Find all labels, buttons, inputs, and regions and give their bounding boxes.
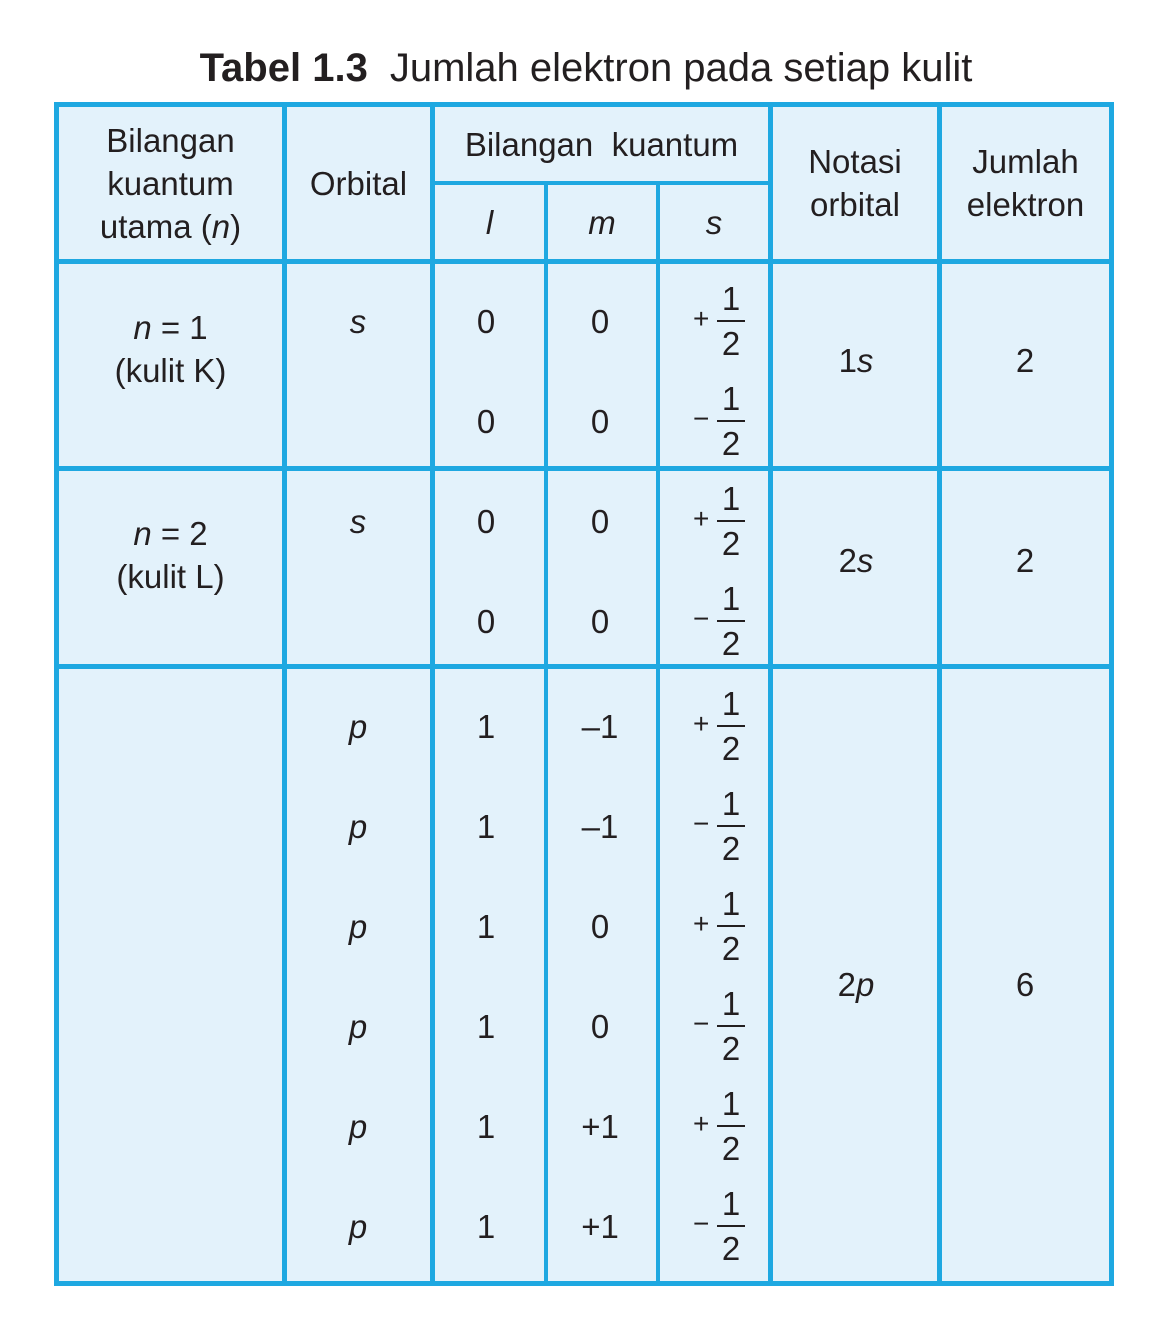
row-1-m: 0 <box>590 403 610 440</box>
spin-numerator: 1 <box>721 785 741 822</box>
shell-1-notation: 1s <box>838 342 874 379</box>
row-7-orbital: p <box>348 1008 368 1045</box>
row-7-spin <box>685 984 755 1070</box>
table-title: Jumlah elektron pada setiap kulit <box>389 46 973 90</box>
row-7-l: 1 <box>476 1008 496 1045</box>
divider-v6 <box>937 102 942 1286</box>
quantum-number-table <box>54 102 1114 1286</box>
row-7-m: 0 <box>590 1008 610 1045</box>
spin-denominator: 2 <box>721 325 741 362</box>
row-0-orbital: s <box>349 303 367 340</box>
shell-2-label: n = 2 (kulit L) <box>116 514 225 595</box>
shell-2-total: 2 <box>1015 542 1035 579</box>
header-m: m <box>588 203 616 241</box>
spin-sign: − <box>693 1208 710 1239</box>
row-3-l: 0 <box>476 603 496 640</box>
spin-numerator: 1 <box>721 1085 741 1122</box>
row-8-m: +1 <box>581 1108 619 1145</box>
border-bottom <box>54 1281 1114 1286</box>
fraction-bar <box>717 1025 745 1027</box>
divider-h-subheader <box>430 181 773 185</box>
row-3-m: 0 <box>590 603 610 640</box>
spin-numerator: 1 <box>721 885 741 922</box>
divider-h-shell1 <box>54 466 1114 471</box>
shell-2p-notation: 2p <box>837 966 875 1003</box>
row-6-l: 1 <box>476 908 496 945</box>
shell-2p-total: 6 <box>1015 966 1035 1003</box>
row-8-orbital: p <box>348 1108 368 1145</box>
spin-denominator: 2 <box>721 1230 741 1267</box>
header-orbital-notation: Notasi orbital <box>808 143 902 223</box>
row-6-orbital: p <box>348 908 368 945</box>
header-col1-line2: kuantum <box>107 164 234 202</box>
spin-sign: + <box>693 908 710 939</box>
divider-v1 <box>282 102 287 1286</box>
border-right <box>1109 102 1114 1286</box>
spin-denominator: 2 <box>721 730 741 767</box>
fraction-bar <box>717 925 745 927</box>
row-8-l: 1 <box>476 1108 496 1145</box>
row-2-orbital: s <box>349 503 367 540</box>
spin-sign: − <box>693 403 710 434</box>
row-5-orbital: p <box>348 808 368 845</box>
shell-1-total: 2 <box>1015 342 1035 379</box>
row-4-spin <box>685 684 755 770</box>
spin-numerator: 1 <box>721 685 741 722</box>
header-col1-line1: Bilangan <box>106 121 235 159</box>
header-col1-line3: utama (n) <box>99 207 242 245</box>
fraction-bar <box>717 725 745 727</box>
row-0-m: 0 <box>590 303 610 340</box>
spin-sign: + <box>693 1108 710 1139</box>
shell-2-notation: 2s <box>838 542 874 579</box>
header-quantum-numbers-group: Bilangan kuantum <box>464 125 739 163</box>
spin-numerator: 1 <box>721 985 741 1022</box>
header-s: s <box>705 203 723 241</box>
row-9-l: 1 <box>476 1208 496 1245</box>
row-0-spin <box>685 279 755 365</box>
row-9-spin <box>685 1184 755 1270</box>
border-top <box>54 102 1114 107</box>
table-caption <box>0 44 1172 92</box>
spin-denominator: 2 <box>721 425 741 462</box>
row-2-m: 0 <box>590 503 610 540</box>
spin-numerator: 1 <box>721 580 741 617</box>
row-1-l: 0 <box>476 403 496 440</box>
row-8-spin <box>685 1084 755 1170</box>
row-5-l: 1 <box>476 808 496 845</box>
fraction-bar <box>717 620 745 622</box>
fraction-bar <box>717 320 745 322</box>
fraction-bar <box>717 825 745 827</box>
spin-denominator: 2 <box>721 1030 741 1067</box>
spin-sign: + <box>693 503 710 534</box>
spin-denominator: 2 <box>721 930 741 967</box>
header-orbital: Orbital <box>309 164 408 202</box>
row-9-m: +1 <box>581 1208 619 1245</box>
spin-sign: − <box>693 808 710 839</box>
spin-sign: − <box>693 1008 710 1039</box>
row-6-spin <box>685 884 755 970</box>
spin-denominator: 2 <box>721 830 741 867</box>
row-5-m: –1 <box>581 808 619 845</box>
row-3-spin <box>685 579 755 665</box>
spin-denominator: 2 <box>721 525 741 562</box>
fraction-bar <box>717 1125 745 1127</box>
spin-denominator: 2 <box>721 1130 741 1167</box>
spin-sign: + <box>693 303 710 334</box>
divider-v2 <box>430 102 435 1286</box>
table-number: Tabel 1.3 <box>199 46 368 90</box>
row-9-orbital: p <box>348 1208 368 1245</box>
header-principal-quantum-number <box>59 107 282 259</box>
spin-sign: − <box>693 603 710 634</box>
row-2-l: 0 <box>476 503 496 540</box>
border-left <box>54 102 59 1286</box>
divider-h-shell2 <box>54 664 1114 669</box>
row-4-orbital: p <box>348 708 368 745</box>
shell-1-label: n = 1 (kulit K) <box>114 309 227 389</box>
row-5-spin <box>685 784 755 870</box>
fraction-bar <box>717 1225 745 1227</box>
spin-sign: + <box>693 708 710 739</box>
divider-v4 <box>656 181 660 1286</box>
header-l: l <box>485 203 494 241</box>
spin-denominator: 2 <box>721 625 741 662</box>
divider-v5 <box>768 102 773 1286</box>
row-4-l: 1 <box>476 708 496 745</box>
divider-v3 <box>544 181 548 1286</box>
spin-numerator: 1 <box>721 380 741 417</box>
spin-numerator: 1 <box>721 280 741 317</box>
fraction-bar <box>717 420 745 422</box>
fraction-bar <box>717 520 745 522</box>
spin-numerator: 1 <box>721 480 741 517</box>
row-2-spin <box>685 479 755 565</box>
row-0-l: 0 <box>476 303 496 340</box>
row-1-spin <box>685 379 755 465</box>
divider-h-header <box>54 259 1114 264</box>
row-4-m: –1 <box>581 708 619 745</box>
spin-numerator: 1 <box>721 1185 741 1222</box>
row-6-m: 0 <box>590 908 610 945</box>
header-electron-count: Jumlah elektron <box>966 143 1085 223</box>
